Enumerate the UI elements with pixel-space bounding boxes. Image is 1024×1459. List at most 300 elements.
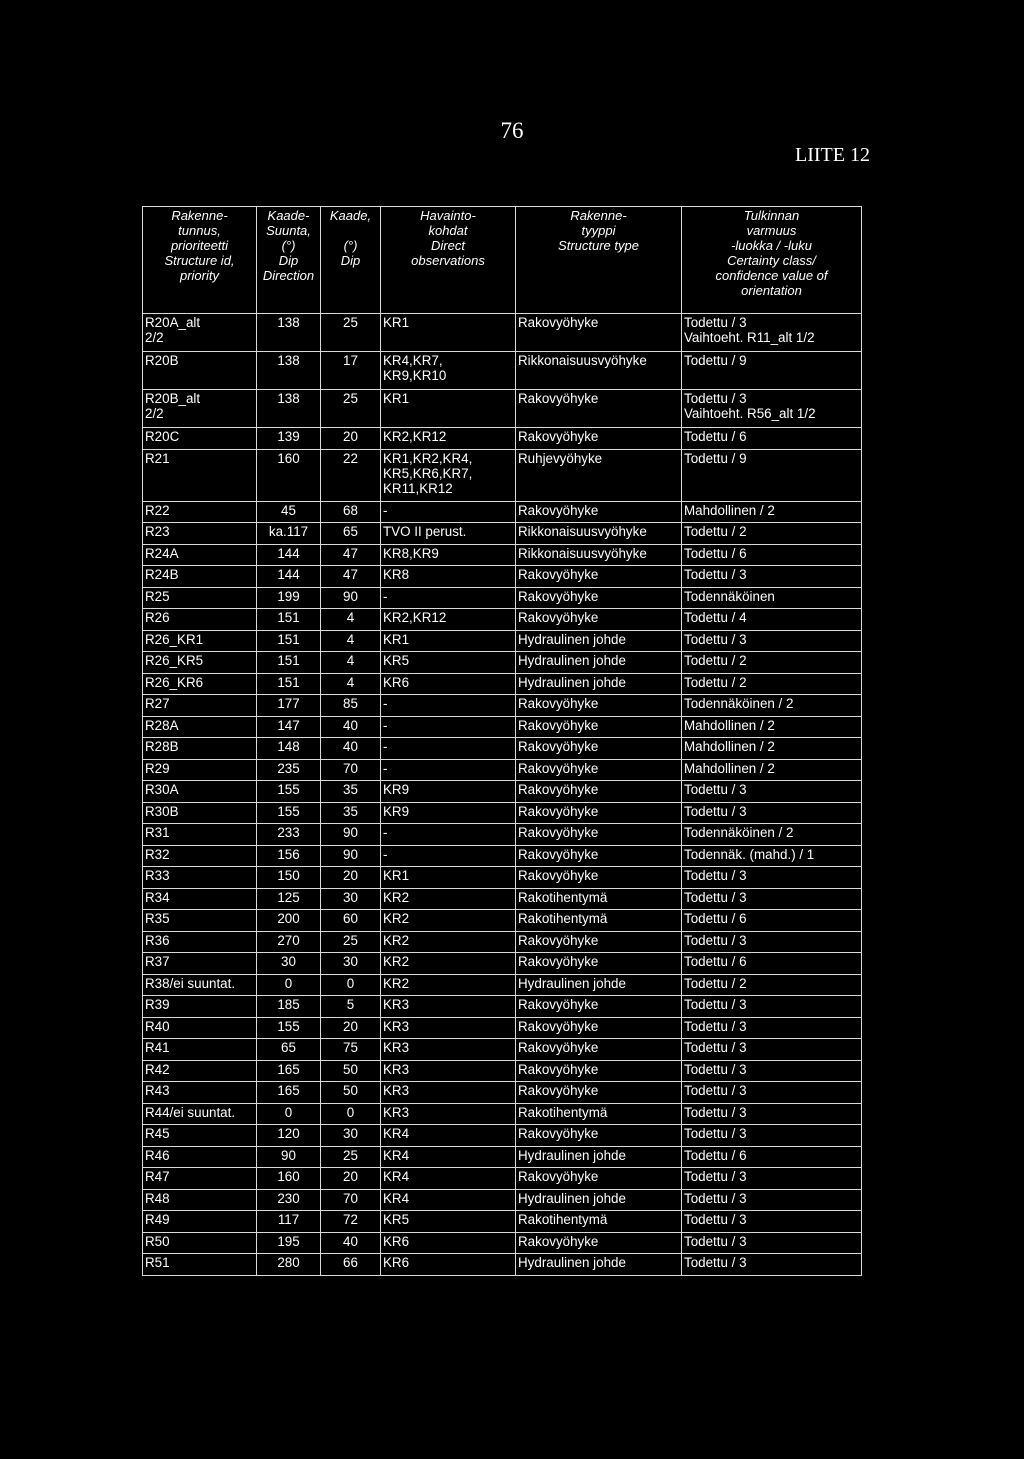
cell-text: KR2,KR12 bbox=[383, 610, 447, 625]
cell-text: Rakovyöhyke bbox=[518, 567, 599, 582]
header-line: (°) bbox=[281, 238, 296, 253]
cell-dip bbox=[321, 974, 381, 996]
cell-text: KR1 bbox=[383, 868, 410, 883]
cell-structure-id bbox=[143, 1039, 257, 1061]
cell-dip-direction bbox=[257, 953, 321, 975]
cell-text: 151 bbox=[277, 653, 300, 668]
cell-observations bbox=[381, 501, 516, 523]
cell-text: - bbox=[383, 739, 388, 754]
cell-text: Todettu / 3 bbox=[684, 803, 747, 819]
cell-dip bbox=[321, 1189, 381, 1211]
cell-certainty bbox=[682, 1017, 862, 1039]
cell-observations bbox=[381, 824, 516, 846]
cell-certainty bbox=[682, 953, 862, 975]
cell-text: Rakovyöhyke bbox=[518, 1040, 599, 1055]
header-line: Rakenne- bbox=[570, 208, 627, 223]
cell-structure-id bbox=[143, 1017, 257, 1039]
table-row bbox=[143, 501, 862, 523]
cell-certainty bbox=[682, 845, 862, 867]
cell-dip-direction bbox=[257, 1146, 321, 1168]
cell-text: Rakovyöhyke bbox=[518, 429, 599, 444]
cell-text: R47 bbox=[145, 1169, 170, 1184]
cell-text: 4 bbox=[346, 674, 355, 690]
cell-text: R34 bbox=[145, 889, 170, 905]
cell-text: Todennäköinen bbox=[684, 588, 775, 604]
cell-dip bbox=[321, 824, 381, 846]
cell-text: R46 bbox=[145, 1147, 170, 1163]
table-row bbox=[143, 673, 862, 695]
cell-text: Todennäköinen / 2 bbox=[684, 696, 794, 711]
cell-text: 200 bbox=[277, 911, 300, 926]
cell-structure-type bbox=[516, 1146, 682, 1168]
cell-text: R39 bbox=[145, 997, 170, 1012]
cell-text: KR9,KR10 bbox=[383, 368, 447, 383]
cell-text: Rakotihentymä bbox=[518, 911, 608, 926]
header-line: (°) bbox=[343, 238, 358, 253]
cell-text: 2/2 bbox=[145, 330, 164, 345]
header-line: Structure type bbox=[558, 238, 639, 253]
cell-dip-direction bbox=[257, 1103, 321, 1125]
cell-text: 165 bbox=[277, 1083, 300, 1098]
cell-dip bbox=[321, 1039, 381, 1061]
cell-text: Hydraulinen johde bbox=[518, 1147, 626, 1163]
cell-text: 30 bbox=[343, 1126, 358, 1141]
cell-structure-id bbox=[143, 314, 257, 352]
cell-certainty bbox=[682, 1125, 862, 1147]
cell-text: R44/ei suuntat. bbox=[145, 1104, 236, 1120]
cell-text: Todettu / 4 bbox=[684, 610, 747, 625]
cell-text: Rakovyöhyke bbox=[518, 717, 599, 733]
cell-structure-type bbox=[516, 630, 682, 652]
cell-certainty bbox=[682, 1039, 862, 1061]
cell-text: 235 bbox=[277, 760, 300, 776]
cell-dip bbox=[321, 1168, 381, 1190]
cell-text: KR3 bbox=[383, 1083, 410, 1098]
cell-text: R49 bbox=[145, 1212, 170, 1227]
cell-certainty bbox=[682, 609, 862, 631]
cell-dip bbox=[321, 781, 381, 803]
cell-text: 151 bbox=[277, 610, 300, 625]
cell-text: 151 bbox=[277, 631, 300, 647]
cell-text: - bbox=[383, 588, 388, 604]
cell-structure-id bbox=[143, 1125, 257, 1147]
cell-structure-type bbox=[516, 1189, 682, 1211]
table-row bbox=[143, 1146, 862, 1168]
cell-observations bbox=[381, 1168, 516, 1190]
cell-observations bbox=[381, 953, 516, 975]
header-line: tunnus, bbox=[178, 223, 221, 238]
cell-text: R29 bbox=[145, 760, 170, 776]
cell-certainty bbox=[682, 867, 862, 889]
cell-observations bbox=[381, 845, 516, 867]
cell-text: KR5 bbox=[383, 1212, 410, 1227]
cell-structure-type bbox=[516, 1125, 682, 1147]
cell-text: 138 bbox=[277, 315, 300, 330]
header-line: Tulkinnan bbox=[743, 208, 800, 223]
cell-text: Rakovyöhyke bbox=[518, 997, 599, 1012]
cell-observations bbox=[381, 1103, 516, 1125]
cell-dip-direction bbox=[257, 630, 321, 652]
cell-text: R36 bbox=[145, 932, 170, 948]
cell-dip-direction bbox=[257, 501, 321, 523]
cell-structure-id bbox=[143, 695, 257, 717]
cell-text: Rakovyöhyke bbox=[518, 868, 599, 883]
cell-text: Rakovyöhyke bbox=[518, 739, 599, 754]
cell-text: KR9 bbox=[383, 782, 410, 797]
cell-dip bbox=[321, 1060, 381, 1082]
cell-text: 195 bbox=[277, 1233, 300, 1249]
cell-text: 40 bbox=[343, 739, 358, 754]
cell-structure-type bbox=[516, 1017, 682, 1039]
cell-observations bbox=[381, 1125, 516, 1147]
cell-certainty bbox=[682, 716, 862, 738]
cell-text: Todettu / 3 bbox=[684, 1083, 747, 1098]
cell-structure-id bbox=[143, 652, 257, 674]
cell-text: R28A bbox=[145, 717, 179, 733]
cell-text: Todettu / 6 bbox=[684, 911, 747, 926]
cell-dip bbox=[321, 1232, 381, 1254]
cell-text: 65 bbox=[343, 524, 358, 539]
cell-structure-type bbox=[516, 523, 682, 545]
cell-text: KR3 bbox=[383, 1040, 410, 1055]
cell-text: 68 bbox=[343, 502, 358, 518]
cell-text: Todettu / 2 bbox=[684, 975, 747, 991]
table-row bbox=[143, 759, 862, 781]
cell-text: KR2 bbox=[383, 889, 410, 905]
cell-dip bbox=[321, 1125, 381, 1147]
cell-structure-type bbox=[516, 566, 682, 588]
cell-text: R43 bbox=[145, 1083, 170, 1098]
cell-text: 25 bbox=[343, 315, 358, 330]
cell-certainty bbox=[682, 544, 862, 566]
cell-text: Rakovyöhyke bbox=[518, 954, 599, 969]
cell-dip bbox=[321, 953, 381, 975]
cell-text: Rakovyöhyke bbox=[518, 502, 599, 518]
cell-text: 125 bbox=[277, 889, 300, 905]
cell-text: 35 bbox=[343, 803, 358, 819]
cell-structure-id bbox=[143, 1168, 257, 1190]
cell-dip-direction bbox=[257, 802, 321, 824]
cell-structure-id bbox=[143, 1060, 257, 1082]
cell-certainty bbox=[682, 630, 862, 652]
cell-structure-type bbox=[516, 352, 682, 390]
cell-certainty bbox=[682, 824, 862, 846]
table-row bbox=[143, 314, 862, 352]
cell-structure-type bbox=[516, 802, 682, 824]
cell-dip-direction bbox=[257, 1189, 321, 1211]
structure-table bbox=[142, 206, 862, 1276]
cell-structure-id bbox=[143, 630, 257, 652]
cell-text: 45 bbox=[281, 502, 296, 518]
cell-observations bbox=[381, 974, 516, 996]
cell-text: R26_KR1 bbox=[145, 631, 204, 647]
cell-text: 117 bbox=[277, 1212, 300, 1227]
table-row bbox=[143, 695, 862, 717]
cell-dip-direction bbox=[257, 1017, 321, 1039]
cell-dip-direction bbox=[257, 1168, 321, 1190]
cell-structure-id bbox=[143, 352, 257, 390]
cell-text: 30 bbox=[343, 889, 358, 905]
cell-text: Todettu / 3 bbox=[684, 932, 747, 948]
header-line: varmuus bbox=[746, 223, 797, 238]
cell-structure-id bbox=[143, 781, 257, 803]
header-structure-id bbox=[143, 207, 257, 314]
cell-text: 148 bbox=[277, 739, 300, 754]
cell-structure-type bbox=[516, 449, 682, 501]
table-row bbox=[143, 845, 862, 867]
cell-structure-type bbox=[516, 953, 682, 975]
cell-certainty bbox=[682, 888, 862, 910]
cell-text: R51 bbox=[145, 1255, 170, 1270]
cell-text: R33 bbox=[145, 868, 170, 883]
cell-text: Mahdollinen / 2 bbox=[684, 502, 775, 518]
cell-text: R31 bbox=[145, 825, 170, 840]
table-row bbox=[143, 824, 862, 846]
table-row bbox=[143, 931, 862, 953]
cell-text: Todettu / 3 bbox=[684, 315, 747, 330]
cell-dip bbox=[321, 544, 381, 566]
cell-dip-direction bbox=[257, 1254, 321, 1276]
cell-text: 147 bbox=[277, 717, 300, 733]
cell-dip bbox=[321, 759, 381, 781]
cell-text: R27 bbox=[145, 696, 170, 711]
cell-text: KR3 bbox=[383, 1018, 410, 1034]
cell-certainty bbox=[682, 1232, 862, 1254]
cell-dip-direction bbox=[257, 974, 321, 996]
cell-dip bbox=[321, 888, 381, 910]
cell-text: Hydraulinen johde bbox=[518, 674, 626, 690]
table-row bbox=[143, 630, 862, 652]
cell-text: R20A_alt bbox=[145, 315, 201, 330]
cell-dip-direction bbox=[257, 910, 321, 932]
cell-text: 90 bbox=[343, 846, 358, 862]
cell-certainty bbox=[682, 759, 862, 781]
cell-text: Rakovyöhyke bbox=[518, 760, 599, 776]
cell-dip bbox=[321, 566, 381, 588]
cell-text: 139 bbox=[277, 429, 300, 444]
cell-structure-id bbox=[143, 931, 257, 953]
cell-dip bbox=[321, 716, 381, 738]
cell-text: 0 bbox=[284, 1104, 293, 1120]
cell-text: KR9 bbox=[383, 803, 410, 819]
cell-text: Rakovyöhyke bbox=[518, 1018, 599, 1034]
cell-text: 155 bbox=[277, 1018, 300, 1034]
cell-text: 40 bbox=[343, 717, 358, 733]
cell-structure-id bbox=[143, 974, 257, 996]
table-row bbox=[143, 609, 862, 631]
cell-text: KR2 bbox=[383, 975, 410, 991]
cell-structure-type bbox=[516, 738, 682, 760]
cell-dip-direction bbox=[257, 1211, 321, 1233]
cell-text: KR5,KR6,KR7, bbox=[383, 465, 473, 481]
cell-structure-id bbox=[143, 1082, 257, 1104]
cell-structure-id bbox=[143, 1254, 257, 1276]
cell-text: 144 bbox=[277, 567, 300, 582]
cell-text: R42 bbox=[145, 1061, 170, 1077]
cell-text: 156 bbox=[277, 846, 300, 862]
cell-text: Todettu / 6 bbox=[684, 1147, 747, 1163]
cell-text: KR2 bbox=[383, 932, 410, 948]
cell-text: Todettu / 3 bbox=[684, 1190, 747, 1206]
cell-text: 4 bbox=[346, 631, 355, 647]
cell-dip-direction bbox=[257, 609, 321, 631]
header-dip bbox=[321, 207, 381, 314]
cell-text: R38/ei suuntat. bbox=[145, 975, 236, 991]
cell-text: 30 bbox=[281, 954, 296, 969]
cell-text: 85 bbox=[343, 696, 358, 711]
table-row bbox=[143, 738, 862, 760]
cell-certainty bbox=[682, 781, 862, 803]
cell-structure-type bbox=[516, 845, 682, 867]
cell-text: 22 bbox=[343, 450, 358, 466]
cell-observations bbox=[381, 587, 516, 609]
cell-text: 270 bbox=[277, 932, 300, 948]
cell-text: 50 bbox=[343, 1061, 358, 1077]
cell-dip-direction bbox=[257, 428, 321, 450]
cell-structure-type bbox=[516, 314, 682, 352]
cell-observations bbox=[381, 1232, 516, 1254]
cell-text: KR5 bbox=[383, 653, 410, 668]
cell-dip-direction bbox=[257, 716, 321, 738]
cell-dip-direction bbox=[257, 1125, 321, 1147]
cell-dip-direction bbox=[257, 673, 321, 695]
cell-structure-type bbox=[516, 501, 682, 523]
table-row bbox=[143, 1125, 862, 1147]
cell-certainty bbox=[682, 738, 862, 760]
cell-text: R28B bbox=[145, 739, 179, 754]
cell-dip-direction bbox=[257, 587, 321, 609]
cell-structure-type bbox=[516, 910, 682, 932]
cell-text: KR3 bbox=[383, 1061, 410, 1077]
cell-text: KR3 bbox=[383, 997, 410, 1012]
cell-structure-id bbox=[143, 1103, 257, 1125]
cell-text: - bbox=[383, 696, 388, 711]
table-header-row bbox=[143, 207, 862, 314]
cell-dip-direction bbox=[257, 544, 321, 566]
cell-dip-direction bbox=[257, 390, 321, 428]
table-row bbox=[143, 974, 862, 996]
table-row bbox=[143, 953, 862, 975]
cell-text: KR11,KR12 bbox=[383, 480, 453, 496]
cell-text: 20 bbox=[343, 868, 358, 883]
cell-observations bbox=[381, 352, 516, 390]
cell-dip bbox=[321, 1103, 381, 1125]
cell-text: Rakovyöhyke bbox=[518, 1169, 599, 1184]
cell-certainty bbox=[682, 523, 862, 545]
cell-dip-direction bbox=[257, 1060, 321, 1082]
cell-structure-id bbox=[143, 523, 257, 545]
cell-text: Hydraulinen johde bbox=[518, 975, 626, 991]
cell-text: - bbox=[383, 502, 388, 518]
header-line: Direction bbox=[262, 268, 315, 283]
cell-dip bbox=[321, 802, 381, 824]
cell-text: R35 bbox=[145, 911, 170, 926]
cell-structure-type bbox=[516, 867, 682, 889]
header-certainty bbox=[682, 207, 862, 314]
cell-dip-direction bbox=[257, 314, 321, 352]
cell-certainty bbox=[682, 910, 862, 932]
cell-dip bbox=[321, 428, 381, 450]
table-row bbox=[143, 449, 862, 501]
cell-structure-id bbox=[143, 867, 257, 889]
cell-text: Todettu / 6 bbox=[684, 545, 747, 561]
cell-certainty bbox=[682, 1254, 862, 1276]
cell-structure-type bbox=[516, 609, 682, 631]
cell-text: Rikkonaisuusvyöhyke bbox=[518, 524, 647, 539]
header-line: Kaade- bbox=[267, 208, 310, 223]
cell-text: 65 bbox=[281, 1040, 296, 1055]
cell-text: Rikkonaisuusvyöhyke bbox=[518, 545, 647, 561]
cell-dip bbox=[321, 1082, 381, 1104]
cell-text: KR8,KR9 bbox=[383, 545, 439, 561]
cell-text: 155 bbox=[277, 782, 300, 797]
cell-observations bbox=[381, 781, 516, 803]
cell-text: 138 bbox=[277, 391, 300, 406]
cell-dip bbox=[321, 523, 381, 545]
cell-text: R37 bbox=[145, 954, 170, 969]
cell-dip-direction bbox=[257, 352, 321, 390]
cell-dip-direction bbox=[257, 867, 321, 889]
cell-text: R24B bbox=[145, 567, 179, 582]
cell-text: 0 bbox=[284, 975, 293, 991]
cell-dip bbox=[321, 652, 381, 674]
cell-text: Todettu / 3 bbox=[684, 1040, 747, 1055]
cell-text: Todettu / 2 bbox=[684, 653, 747, 668]
header-line: Kaade, bbox=[329, 208, 372, 223]
cell-text: 40 bbox=[343, 1233, 358, 1249]
cell-dip bbox=[321, 630, 381, 652]
cell-text: 66 bbox=[343, 1255, 358, 1270]
cell-dip bbox=[321, 390, 381, 428]
cell-text: Hydraulinen johde bbox=[518, 1255, 626, 1270]
cell-dip-direction bbox=[257, 695, 321, 717]
cell-structure-id bbox=[143, 544, 257, 566]
cell-text: 30 bbox=[343, 954, 358, 969]
table-row bbox=[143, 390, 862, 428]
cell-text: KR1,KR2,KR4, bbox=[383, 450, 473, 466]
cell-observations bbox=[381, 1039, 516, 1061]
header-structure-type bbox=[516, 207, 682, 314]
cell-text: 60 bbox=[343, 911, 358, 926]
cell-text: 75 bbox=[343, 1040, 358, 1055]
cell-text: Rakovyöhyke bbox=[518, 846, 599, 862]
table-row bbox=[143, 587, 862, 609]
cell-structure-type bbox=[516, 824, 682, 846]
cell-text: 4 bbox=[346, 610, 355, 625]
cell-text: 90 bbox=[343, 825, 358, 840]
cell-text: Todettu / 3 bbox=[684, 782, 747, 797]
cell-dip bbox=[321, 501, 381, 523]
cell-certainty bbox=[682, 587, 862, 609]
cell-text: Todettu / 3 bbox=[684, 1169, 747, 1184]
cell-certainty bbox=[682, 1146, 862, 1168]
cell-structure-type bbox=[516, 1168, 682, 1190]
cell-dip bbox=[321, 1254, 381, 1276]
cell-structure-type bbox=[516, 695, 682, 717]
cell-text: Rakovyöhyke bbox=[518, 1061, 599, 1077]
cell-text: 2/2 bbox=[145, 406, 164, 421]
cell-text: 233 bbox=[277, 825, 300, 840]
cell-certainty bbox=[682, 974, 862, 996]
cell-text: Todettu / 3 bbox=[684, 1255, 747, 1270]
header-line: confidence value of bbox=[715, 268, 828, 283]
cell-text: Rakovyöhyke bbox=[518, 696, 599, 711]
cell-text: 0 bbox=[346, 1104, 355, 1120]
table-row bbox=[143, 996, 862, 1018]
cell-text: KR8 bbox=[383, 567, 410, 582]
cell-text: Todettu / 3 bbox=[684, 868, 747, 883]
table-row bbox=[143, 428, 862, 450]
